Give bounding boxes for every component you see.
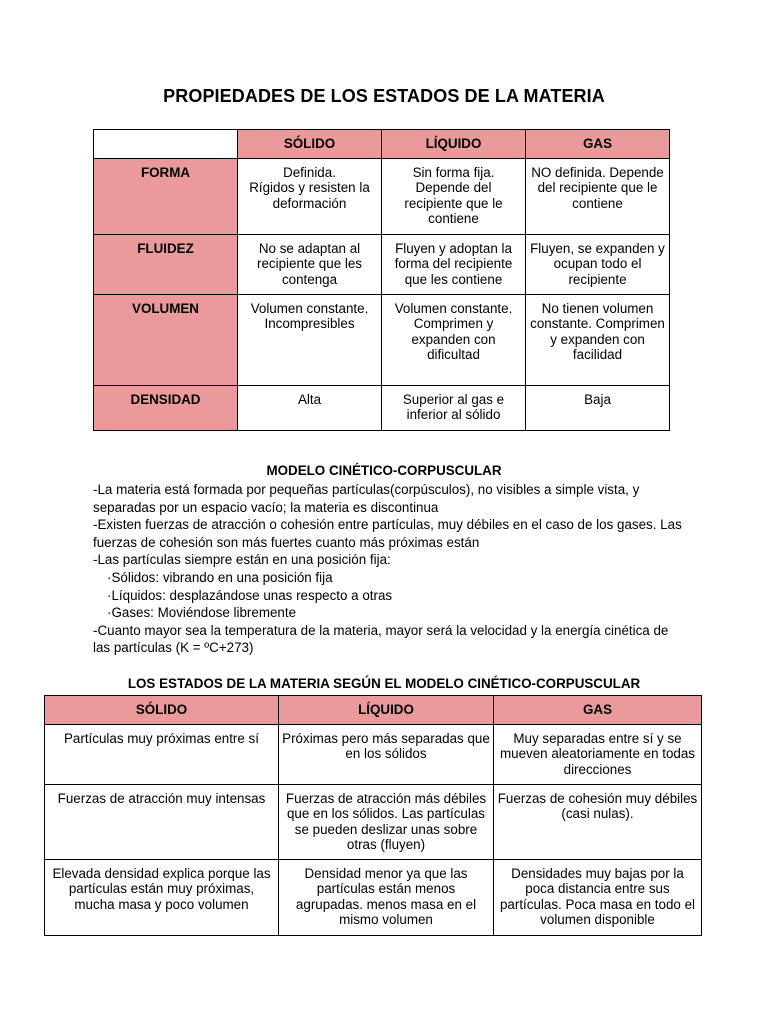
table-cell: Densidad menor ya que las partículas están menos agrupadas. menos masa en el mismo volumen [279,860,494,936]
header-cell-solido: SÓLIDO [238,130,382,159]
model-subline: ·Líquidos: desplazándose unas respecto a otras [107,587,393,603]
states-table-title: LOS ESTADOS DE LA MATERIA SEGÚN EL MODELO CINÉTICO-CORPUSCULAR [127,676,641,691]
table-cell: Baja [526,386,670,431]
table-cell: Superior al gas e inferior al sólido [382,386,526,431]
table-cell: Partículas muy próximas entre sí [45,725,279,785]
table-row-forma [94,159,670,235]
table-row [45,785,702,860]
header-cell-liquido: LÍQUIDO [382,130,526,159]
table-cell: Densidades muy bajas por la poca distancia entre sus partículas. Poca masa en todo el volumen disponible [494,860,702,936]
model-line: -Las partículas siempre están en una posición fija: [93,552,391,568]
table-cell: Volumen constante. Incompresibles [238,295,382,386]
model-line: -Existen fuerzas de atracción o cohesión entre partículas, muy débiles en el caso de los gases. Las fuerzas de cohesión son más fuertes cuanto más próximas están [93,517,682,550]
header-cell-empty [94,130,238,159]
table-row-fluidez [94,235,670,295]
row-label-forma: FORMA [94,159,238,235]
table-cell: Próximas pero más separadas que en los sólidos [279,725,494,785]
table-cell: No se adaptan al recipiente que les contenga [238,235,382,295]
table-row-densidad [94,386,670,431]
table-cell: Sin forma fija. Depende del recipiente que le contiene [382,159,526,235]
model-line: -Cuanto mayor sea la temperatura de la materia, mayor será la velocidad y la energía cinética de las partículas (K = ºC+273) [93,622,669,656]
header-cell-gas: GAS [526,130,670,159]
properties-table [93,129,670,431]
model-line: -La materia está formada por pequeñas partículas(corpúsculos), no visibles a simple vista, y separadas por un espacio vacío; la materia es discontinua [93,482,640,515]
row-label-volumen: VOLUMEN [94,295,238,386]
table-cell: Volumen constante. Comprimen y expanden con dificultad [382,295,526,386]
states-table-header-row [45,696,702,725]
table-cell: Muy separadas entre sí y se mueven aleatoriamente en todas direcciones [494,725,702,785]
table-cell: Elevada densidad explica porque las partículas están muy próximas, mucha masa y poco volumen [45,860,279,936]
table-cell: Fluyen, se expanden y ocupan todo el recipiente [526,235,670,295]
model-section-title: MODELO CINÉTICO-CORPUSCULAR [266,463,502,478]
model-subline: ·Gases: Moviéndose libremente [107,605,297,621]
properties-table-header-row [94,130,670,159]
table-cell: Fuerzas de atracción muy intensas [45,785,279,860]
header-cell-liquido: LÍQUIDO [279,696,494,725]
table-row [45,725,702,785]
row-label-densidad: DENSIDAD [94,386,238,431]
states-table [44,695,702,936]
table-cell: Alta [238,386,382,431]
page-title: PROPIEDADES DE LOS ESTADOS DE LA MATERIA [163,86,605,106]
table-cell: Fluyen y adoptan la forma del recipiente que les contiene [382,235,526,295]
table-cell: Definida. Rígidos y resisten la deformación [238,159,382,235]
table-cell: NO definida. Depende del recipiente que le contiene [526,159,670,235]
row-label-fluidez: FLUIDEZ [94,235,238,295]
table-row [45,860,702,936]
table-cell: Fuerzas de atracción más débiles que en los sólidos. Las partículas se pueden deslizar unas sobre otras (fluyen) [279,785,494,860]
table-cell: No tienen volumen constante. Comprimen y expanden con facilidad [526,295,670,386]
model-paragraph [93,481,683,657]
table-cell: Fuerzas de cohesión muy débiles (casi nulas). [494,785,702,860]
header-cell-gas: GAS [494,696,702,725]
model-subline: ·Sólidos: vibrando en una posición fija [107,569,333,585]
table-row-volumen [94,295,670,386]
header-cell-solido: SÓLIDO [45,696,279,725]
